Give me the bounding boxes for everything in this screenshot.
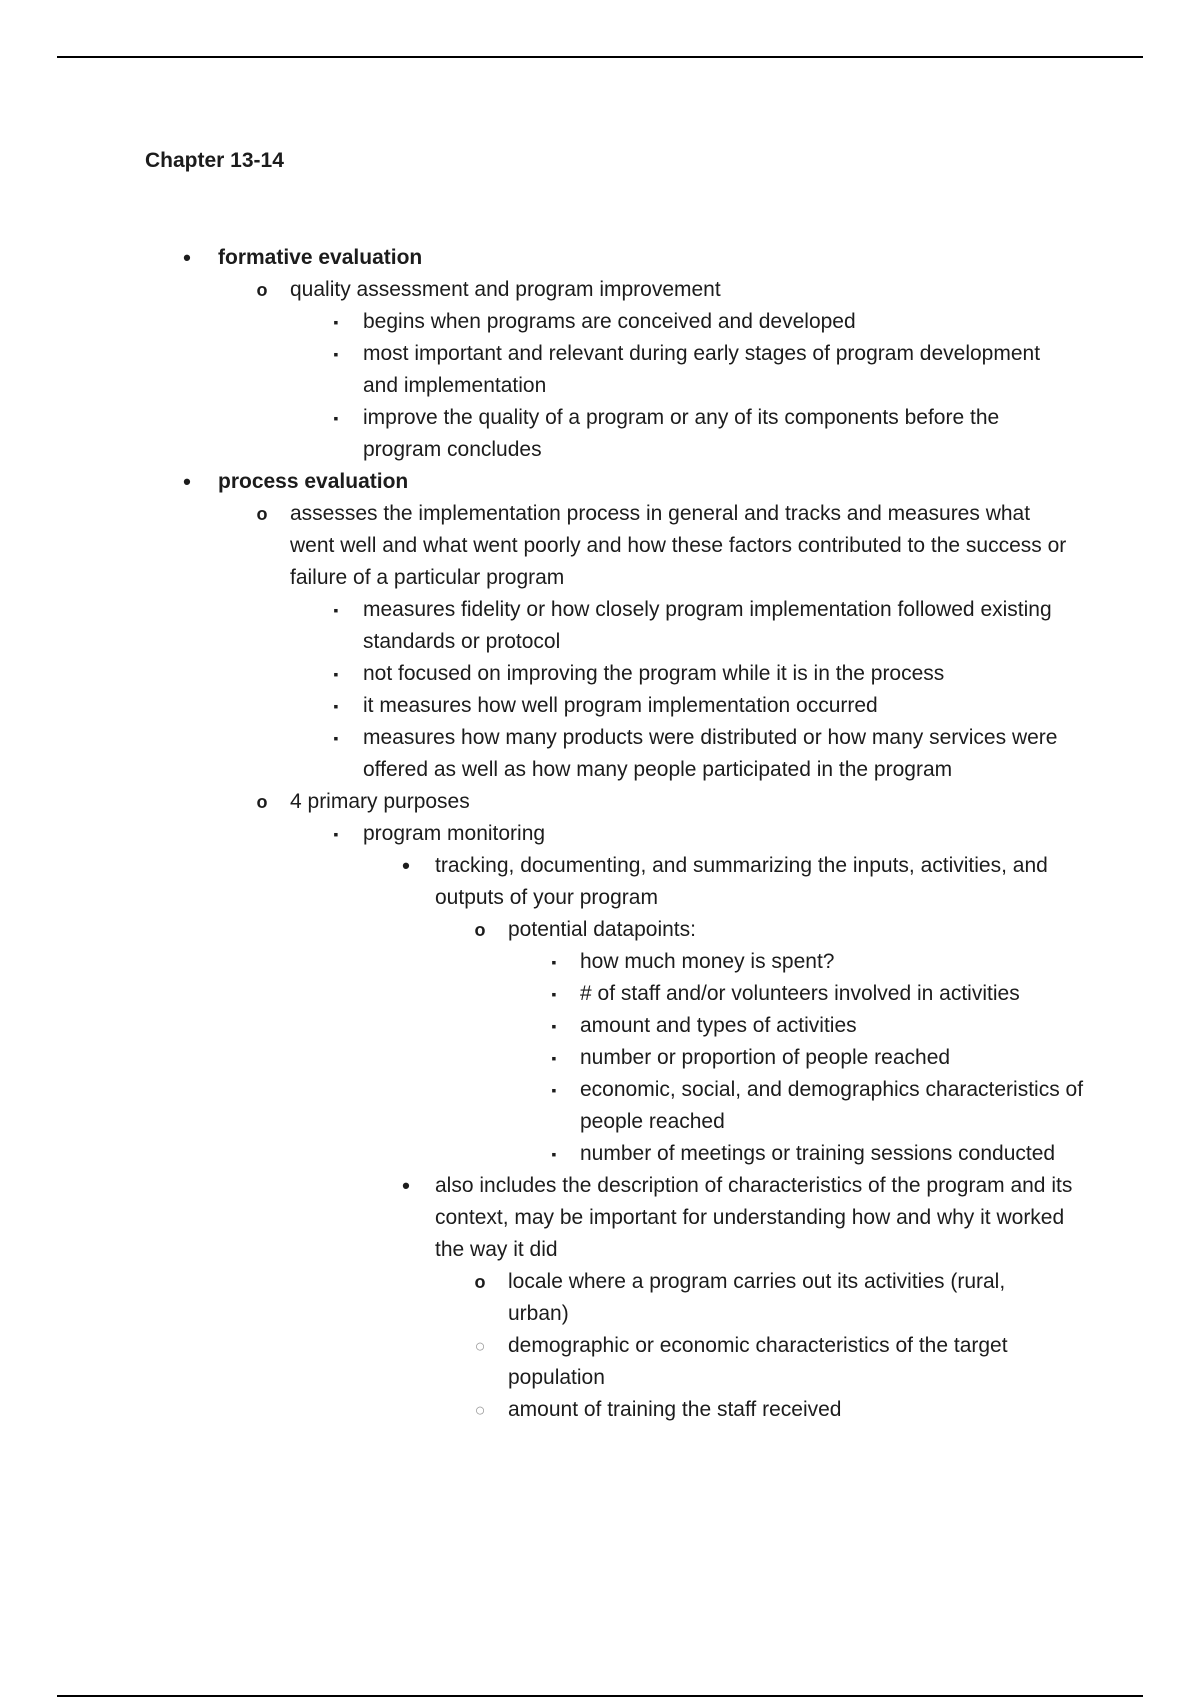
- bullet-marker: ▪: [333, 602, 339, 618]
- outline-item-level-1: [0, 242, 1200, 274]
- outline-item-level-3: [0, 402, 1200, 466]
- outline-item-text: assesses the implementation process in general and tracks and measures what went well and what went poorly and how these factors contributed to the success or failure of a particular program: [290, 502, 1067, 589]
- outline-item-level-3: [0, 306, 1200, 338]
- bullet-marker: •: [402, 1173, 410, 1198]
- outline-item-text: formative evaluation: [218, 246, 423, 269]
- outline-item-text: not focused on improving the program while it is in the process: [363, 662, 945, 685]
- outline-item-level-1: [0, 466, 1200, 498]
- outline-item-text: improve the quality of a program or any of its components before the program concludes: [363, 406, 1000, 461]
- bullet-marker: •: [402, 853, 410, 878]
- outline-item-level-6: [0, 1138, 1200, 1170]
- outline-item-text: measures how many products were distributed or how many services were offered as well as how many people participated in the program: [363, 726, 1058, 781]
- outline-item-text: most important and relevant during early stages of program development and implementation: [363, 342, 1041, 397]
- outline-item-text: quality assessment and program improvement: [290, 278, 721, 301]
- page-title: Chapter 13-14: [145, 149, 284, 172]
- outline-item-text: also includes the description of characteristics of the program and its context, may be important for understanding how and why it worked the way it did: [435, 1174, 1073, 1261]
- outline-item-text: number of meetings or training sessions conducted: [580, 1142, 1056, 1165]
- outline-item-level-5: [0, 1330, 1200, 1394]
- bullet-marker: o: [256, 504, 268, 524]
- bullet-marker: ▪: [551, 1018, 557, 1034]
- outline-item-level-2: [0, 498, 1200, 594]
- outline-item-level-5: [0, 914, 1200, 946]
- header-rule: [57, 56, 1143, 58]
- outline-item-text: program monitoring: [363, 822, 546, 845]
- bullet-marker: ▪: [551, 954, 557, 970]
- outline-item-level-6: [0, 1074, 1200, 1138]
- bullet-marker: o: [474, 1272, 486, 1292]
- bullet-marker: ▪: [551, 1050, 557, 1066]
- outline-item-text: 4 primary purposes: [290, 790, 470, 813]
- bullet-marker: ○: [474, 1400, 486, 1420]
- outline-item-text: begins when programs are conceived and developed: [363, 310, 856, 333]
- outline-item-text: measures fidelity or how closely program implementation followed existing standards or protocol: [363, 598, 1052, 653]
- bullet-marker: ▪: [333, 346, 339, 362]
- bullet-marker: o: [256, 280, 268, 300]
- bullet-marker: ▪: [333, 826, 339, 842]
- bullet-marker: ○: [474, 1336, 486, 1356]
- bullet-marker: ▪: [551, 1082, 557, 1098]
- outline-item-level-5: [0, 1394, 1200, 1426]
- outline-item-text: number or proportion of people reached: [580, 1046, 951, 1069]
- outline-item-level-6: [0, 1042, 1200, 1074]
- outline-item-text: demographic or economic characteristics of the target population: [508, 1334, 1008, 1389]
- outline-item-level-3: [0, 722, 1200, 786]
- outline-item-level-4: [0, 1170, 1200, 1266]
- outline-item-level-6: [0, 1010, 1200, 1042]
- bullet-marker: ▪: [551, 986, 557, 1002]
- outline-item-level-6: [0, 978, 1200, 1010]
- outline-item-level-2: [0, 274, 1200, 306]
- bullet-marker: •: [183, 245, 191, 270]
- outline-item-text: # of staff and/or volunteers involved in activities: [580, 982, 1020, 1005]
- bullet-marker: ▪: [551, 1146, 557, 1162]
- outline-item-text: amount and types of activities: [580, 1014, 857, 1037]
- bullet-marker: •: [183, 469, 191, 494]
- outline-item-level-6: [0, 946, 1200, 978]
- outline-item-text: locale where a program carries out its activities (rural, urban): [508, 1270, 1006, 1325]
- outline-item-level-3: [0, 594, 1200, 658]
- outline-item-text: how much money is spent?: [580, 950, 835, 973]
- outline-item-level-3: [0, 818, 1200, 850]
- outline-item-text: tracking, documenting, and summarizing the inputs, activities, and outputs of your program: [435, 854, 1048, 909]
- bullet-marker: ▪: [333, 698, 339, 714]
- bullet-marker: ▪: [333, 410, 339, 426]
- outline-item-level-5: [0, 1266, 1200, 1330]
- bullet-marker: o: [256, 792, 268, 812]
- outline-item-level-2: [0, 786, 1200, 818]
- outline-item-text: process evaluation: [218, 470, 409, 493]
- outline-item-text: potential datapoints:: [508, 918, 696, 941]
- outline-item-level-3: [0, 338, 1200, 402]
- outline-item-level-3: [0, 690, 1200, 722]
- bullet-marker: ▪: [333, 314, 339, 330]
- outline-item-text: economic, social, and demographics characteristics of people reached: [580, 1078, 1084, 1133]
- notes-outline: [0, 242, 1200, 1426]
- bullet-marker: ▪: [333, 666, 339, 682]
- bullet-marker: o: [474, 920, 486, 940]
- outline-item-text: it measures how well program implementation occurred: [363, 694, 878, 717]
- footer-rule: [57, 1695, 1143, 1697]
- outline-item-text: amount of training the staff received: [508, 1398, 842, 1421]
- outline-item-level-4: [0, 850, 1200, 914]
- bullet-marker: ▪: [333, 730, 339, 746]
- outline-item-level-3: [0, 658, 1200, 690]
